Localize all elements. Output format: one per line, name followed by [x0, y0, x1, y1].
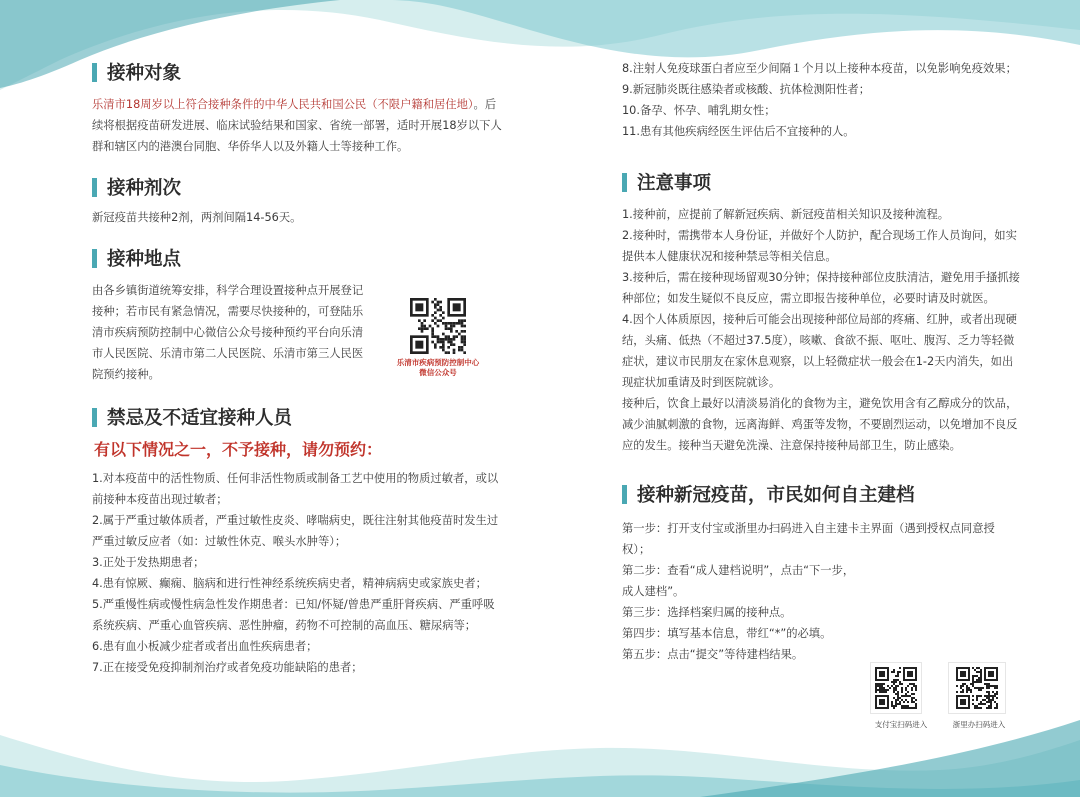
registration-step: 第一步：打开支付宝或浙里办扫码进入自主建卡主界面（遇到授权点同意授权）；: [622, 522, 995, 556]
title-bar-icon: [92, 249, 97, 268]
notes-item: 接种后，饮食上最好以清淡易消化的食物为主，避免饮用含有乙醇成分的饮品，减少油腻刺激的食物，远离海鲜、鸡蛋等发物，不要剧烈运动，以免增加不良反应的发生。接种当天避免洗澡、注意保持接种局部卫生，防止感染。: [622, 397, 1018, 452]
section-title-registration: 接种新冠疫苗，市民如何自主建档: [622, 480, 1022, 508]
registration-step: 第三步：选择档案归属的接种点。: [622, 606, 792, 619]
notes-item: 1.接种前，应提前了解新冠疾病、新冠疫苗相关知识及接种流程。: [622, 208, 950, 221]
registration-step: 第四步：填写基本信息，带红“*”的必填。: [622, 627, 832, 640]
title-bar-icon: [92, 408, 97, 427]
zheliban-qr: [948, 662, 1010, 730]
contraindication-item: 8.注射人免疫球蛋白者应至少间隔１个月以上接种本疫苗，以免影响免疫效果；: [622, 62, 1017, 75]
contraindication-item: 4.患有惊厥、癫痫、脑病和进行性神经系统疾病史者，精神病病史或家族史者；: [92, 577, 487, 590]
registration-step: 第二步：查看“成人建档说明”，点击“下一步，成人建档”。: [622, 564, 855, 598]
alipay-qr: [870, 662, 932, 730]
contraindication-item: 5.严重慢性病或慢性病急性发作期患者：已知/怀疑/曾患严重肝肾疾病、严重呼吸系统疾病、严重心血管疾病、恶性肿瘤，药物不可控制的高血压、糖尿病等；: [92, 598, 495, 632]
notes-item: 4.因个人体质原因，接种后可能会出现接种部位局部的疼痛、红肿，或者出现硬结，头痛、低热（不超过37.5度），咳嗽、食欲不振、呕吐、腹泻、乏力等轻微症状，建议市民朋友在家休息观察，以上轻微症状一般会在1-2天内消失，如出现症状加重请及时到医院就诊。: [622, 313, 1017, 389]
notes-item: 3.接种后，需在接种现场留观30分钟；保持接种部位皮肤清洁，避免用手搔抓接种部位；如发生疑似不良反应，需立即报告接种单位，必要时请及时就医。: [622, 271, 1020, 305]
section-title-location: 接种地点: [92, 244, 502, 272]
qr-code-icon: [953, 667, 1001, 709]
qr-code-icon: [875, 667, 917, 709]
contraindication-item: 3.正处于发热期患者；: [92, 556, 205, 569]
section-title-notes: 注意事项: [622, 168, 1022, 196]
contraindication-item: 9.新冠肺炎既往感染者或核酸、抗体检测阳性者；: [622, 83, 871, 96]
section-title-recipients: 接种对象: [92, 58, 502, 86]
title-bar-icon: [92, 63, 97, 82]
cdc-wechat-qr: [392, 298, 484, 378]
contraindication-item: 6.患有血小板减少症者或者出血性疾病患者；: [92, 640, 318, 653]
eligible-population-text: 乐清市18周岁以上符合接种条件的中华人民共和国公民（不限户籍和居住地）: [92, 98, 474, 111]
section-title-contraindications: 禁忌及不适宜接种人员: [92, 403, 502, 431]
right-column: [622, 58, 1022, 665]
contraindication-warning: 有以下情况之一，不予接种，请勿预约：: [94, 440, 383, 459]
title-bar-icon: [622, 485, 627, 504]
recipients-text: 。后续将根据疫苗研发进展、临床试验结果和国家、省统一部署，适时开展18岁以下人群和辖区内的港澳台同胞、华侨华人以及外籍人士等接种工作。: [92, 98, 502, 153]
contraindication-item: 2.属于严重过敏体质者，严重过敏性皮炎、哮喘病史，既往注射其他疫苗时发生过严重过敏反应者（如：过敏性休克、喉头水肿等）；: [92, 514, 499, 548]
title-bar-icon: [622, 173, 627, 192]
qr-code-icon: [410, 298, 466, 354]
contraindication-item: 10.备孕、怀孕、哺乳期女性；: [622, 104, 776, 117]
section-title-doses: 接种剂次: [92, 173, 502, 201]
registration-step: 第五步：点击“提交”等待建档结果。: [622, 648, 804, 661]
notes-item: 2.接种时，需携带本人身份证，并做好个人防护，配合现场工作人员询问，如实提供本人健康状况和接种禁忌等相关信息。: [622, 229, 1017, 263]
location-text: 由各乡镇街道统筹安排，科学合理设置接种点开展登记接种；若市民有紧急情况，需要尽快接种的，可登陆乐清市疾病预防控制中心微信公众号接种预约平台向乐清市人民医院、乐清市第二人民医院、乐清市第三人民医院预约接种。: [92, 284, 364, 381]
contraindication-item: 1.对本疫苗中的活性物质、任何非活性物质或制备工艺中使用的物质过敏者，或以前接种本疫苗出现过敏者；: [92, 472, 499, 506]
doses-text: 新冠疫苗共接种2剂，两剂间隔14-56天。: [92, 211, 302, 224]
qr-caption: 乐清市疾病预防控制中心: [396, 358, 480, 367]
qr-caption: 微信公众号: [419, 368, 457, 377]
contraindication-item: 7.正在接受免疫抑制剂治疗或者免疫功能缺陷的患者；: [92, 661, 363, 674]
qr-caption: 浙里办扫码进入: [952, 720, 1006, 729]
qr-caption: 支付宝扫码进入: [874, 720, 928, 729]
contraindication-item: 11.患有其他疾病经医生评估后不宜接种的人。: [622, 125, 855, 138]
title-bar-icon: [92, 178, 97, 197]
